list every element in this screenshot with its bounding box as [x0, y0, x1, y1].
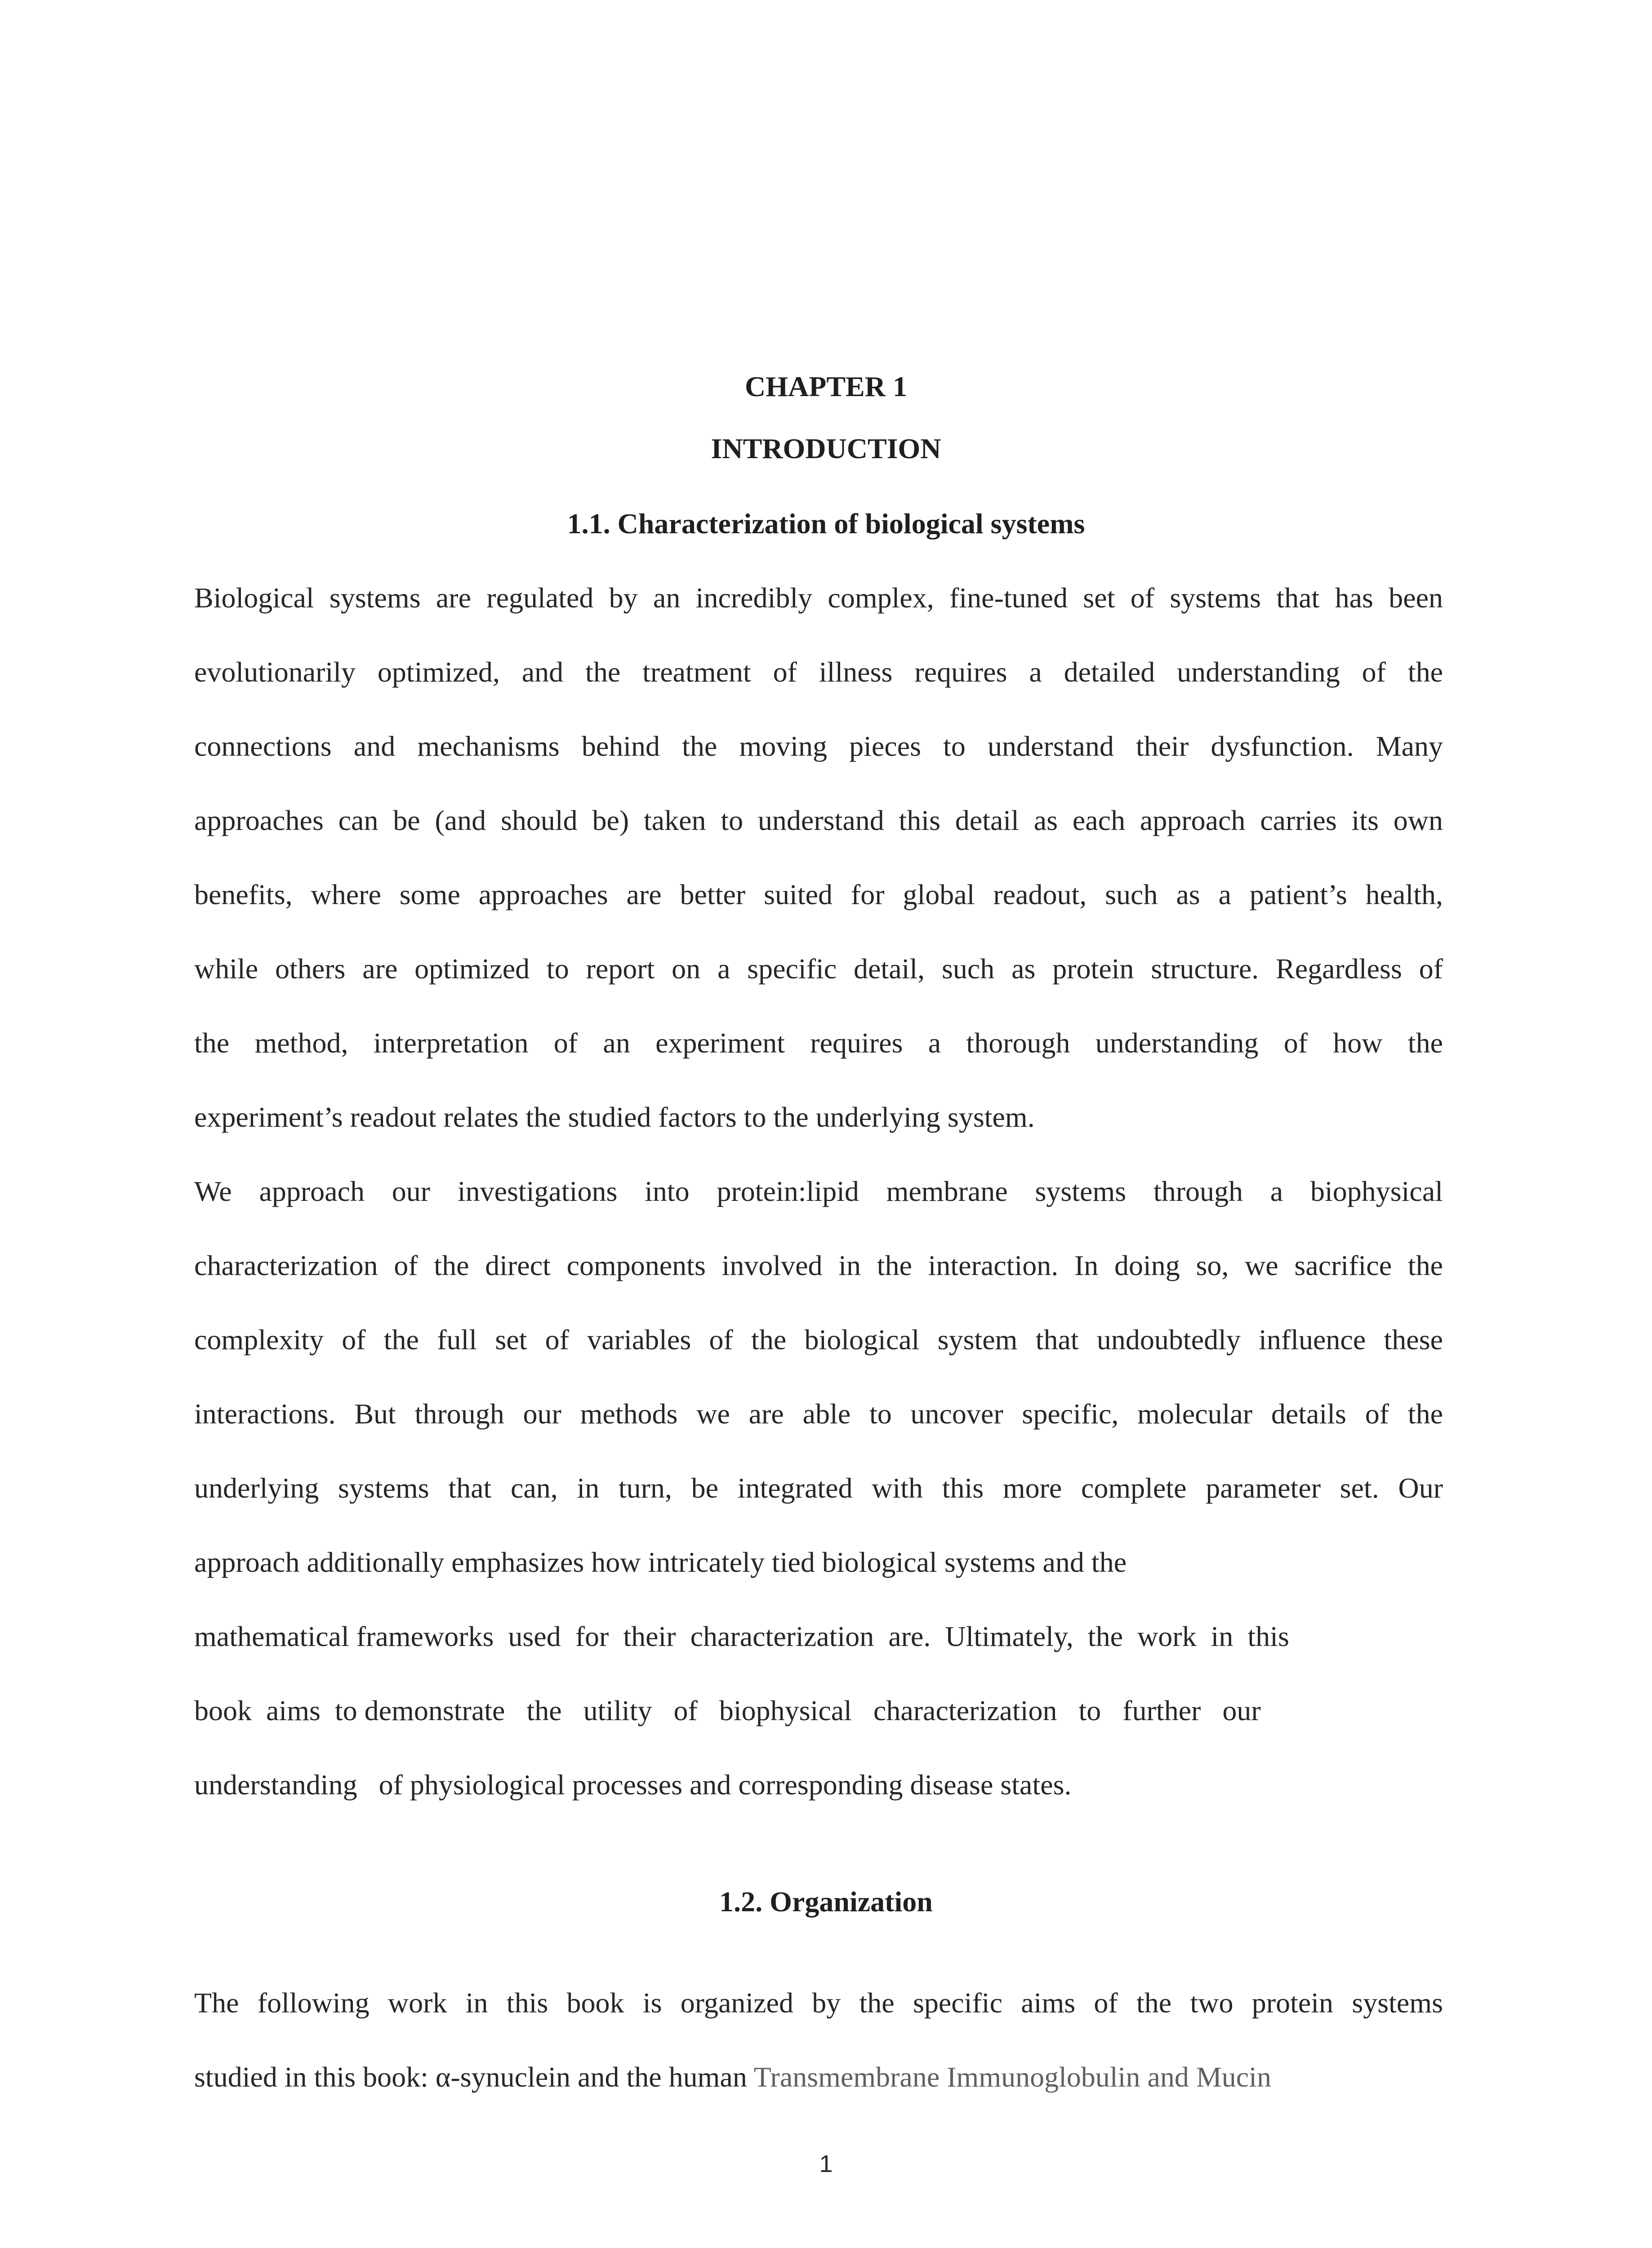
- paragraph-line: complexity of the full set of variables of the biological system that undoubtedly influence these: [194, 1324, 1443, 1356]
- paragraph-line: evolutionarily optimized, and the treatment of illness requires a detailed understanding of the: [194, 656, 1443, 688]
- section-heading-1-2: 1.2. Organization: [719, 1886, 933, 1918]
- protein-name-text: Transmembrane Immunoglobulin and Mucin: [753, 2061, 1271, 2093]
- paragraph-line: We approach our investigations into protein:lipid membrane systems through a biophysical: [194, 1175, 1443, 1207]
- paragraph-line: the method, interpretation of an experiment requires a thorough understanding of how the: [194, 1027, 1443, 1059]
- paragraph-line: benefits, where some approaches are better suited for global readout, such as a patient’s health,: [194, 879, 1443, 910]
- paragraph-text: studied in this book: α-synuclein and the human: [194, 2061, 754, 2093]
- paragraph-line: connections and mechanisms behind the moving pieces to understand their dysfunction. Many: [194, 730, 1443, 762]
- paragraph-line: Biological systems are regulated by an incredibly complex, fine-tuned set of systems that has been: [194, 582, 1443, 614]
- paragraph-line: experiment’s readout relates the studied factors to the underlying system.: [194, 1101, 1035, 1133]
- chapter-title: INTRODUCTION: [711, 433, 941, 464]
- paragraph-line: understanding of physiological processes and corresponding disease states.: [194, 1769, 1072, 1801]
- paragraph-line: The following work in this book is organized by the specific aims of the two protein systems: [194, 1987, 1443, 2019]
- paragraph-line: book aims to demonstrate the utility of biophysical characterization to further our: [194, 1695, 1261, 1726]
- paragraph-line: while others are optimized to report on a specific detail, such as protein structure. Regardless of: [194, 953, 1443, 985]
- paragraph-line: underlying systems that can, in turn, be integrated with this more complete parameter set. Our: [194, 1472, 1443, 1504]
- paragraph-line: approaches can be (and should be) taken to understand this detail as each approach carries its own: [194, 804, 1443, 836]
- paragraph-line: interactions. But through our methods we are able to uncover specific, molecular details of the: [194, 1398, 1443, 1430]
- page-number: 1: [819, 2150, 833, 2177]
- paragraph-line: approach additionally emphasizes how intricately tied biological systems and the: [194, 1546, 1127, 1578]
- paragraph-line: characterization of the direct components involved in the interaction. In doing so, we sacrifice the: [194, 1249, 1443, 1281]
- paragraph-line: mathematical frameworks used for their characterization are. Ultimately, the work in this: [194, 1620, 1289, 1652]
- paragraph-line-mixed: [194, 2059, 1443, 2095]
- chapter-label: CHAPTER 1: [745, 370, 907, 402]
- section-heading-1-1: 1.1. Characterization of biological systems: [567, 508, 1085, 540]
